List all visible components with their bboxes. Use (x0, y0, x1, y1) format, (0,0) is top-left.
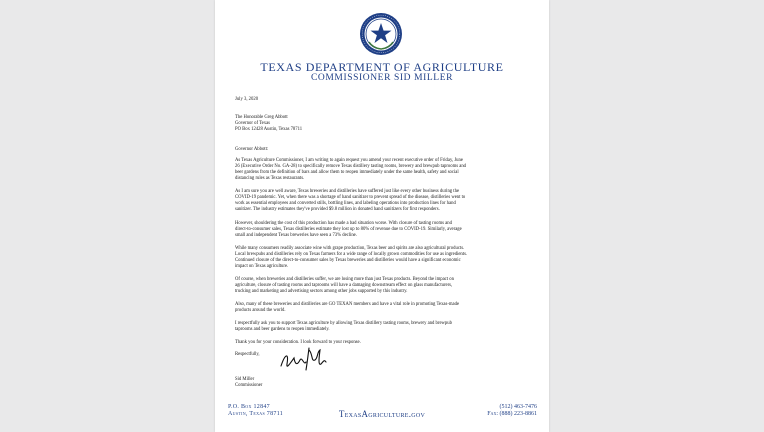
text-line: distancing rules as Texas restaurants. (235, 176, 305, 182)
text-line: small and independent Texas breweries have seen a 73% decline. (235, 233, 357, 239)
text-line: sanitizer. The industry estimates they've provided $9.8 million in donated hand sanitizers for first responders. (235, 207, 440, 213)
recipient-address (235, 115, 531, 133)
text-line: While many consumers readily associate wine with grape production, Texas beer and spirits are also agricultural products. (235, 246, 465, 251)
handwritten-signature (277, 344, 329, 374)
paragraph-2 (235, 189, 531, 213)
footer-phone: (512) 463-7476 (499, 404, 537, 410)
text-line: products around the world. (235, 308, 286, 314)
text-line: Continued closure of the direct-to-consumer sales by Texas breweries and distilleries would have a significant economic (235, 258, 461, 264)
text-line: agriculture, closure of tasting rooms and taprooms will have a damaging downstream effect on glass manufacturers, (235, 283, 453, 289)
text-line: Thank you for your consideration. I look forward to your response. (235, 340, 361, 345)
text-line: taprooms and beer gardens to reopen immediately. (235, 327, 330, 333)
footer-address-line: Austin, Texas 78711 (228, 411, 284, 417)
text-line: COVID-19 pandemic. Yet, when there was a shortage of hand sanitizer to prevent spread of the disease, distilleries went to (235, 195, 466, 201)
text-line: work as essential employees and converted stills, bottling lines, and labeling operations into production lines for hand (235, 201, 456, 207)
commissioner-heading: COMMISSIONER SID MILLER (310, 73, 454, 83)
text-line: 26 (Executive Order No. GA-28) to specifically remove Texas distillery tasting rooms, brewery and brewpub taprooms and (235, 164, 467, 170)
letter-date: July 3, 2020 (235, 97, 259, 102)
footer-address-line: P.O. Box 12847 (228, 404, 270, 410)
closing: Respectfully, (235, 352, 260, 357)
text-line: Local brewpubs and distilleries rely on Texas farmers for a wide range of locally grown commodities for use as ingredients. (235, 252, 468, 258)
footer-website-link[interactable]: TexasAgriculture.gov (338, 409, 426, 419)
footer-contact (477, 404, 537, 418)
signer-name: Sid Miller (235, 377, 255, 382)
recipient-line: Governor of Texas (235, 121, 270, 127)
text-line: Of course, when breweries and distilleries suffer, we are losing more than just Texas products. Beyond the impact on (235, 277, 454, 282)
text-line: I respectfully ask you to support Texas agriculture by allowing Texas distillery tasting rooms, brewery and brewpub (235, 321, 452, 326)
paragraph-6 (235, 302, 531, 314)
paragraph-1 (235, 158, 531, 182)
text-line: As I am sure you are well aware, Texas breweries and distilleries have suffered just like every other business during the (235, 189, 460, 194)
text-line: beer gardens from the definition of bars and allow them to reopen immediately under the same health, safety and social (235, 170, 459, 176)
paragraph-3 (235, 221, 531, 239)
signer-block (235, 377, 531, 389)
signer-title: Commissioner (235, 383, 263, 389)
paragraph-5 (235, 277, 531, 295)
agency-name: TEXAS DEPARTMENT OF AGRICULTURE (260, 60, 504, 74)
letter-page (215, 0, 549, 432)
text-line: Also, many of these breweries and distilleries are GO TEXAN members and have a vital role in promoting Texas-made (235, 302, 460, 307)
texas-state-seal-icon (359, 12, 403, 56)
text-line: direct-to-consumer sales, Texas distilleries estimate they lost up to 80% of revenue due to COVID-19. Similarly, average (235, 227, 462, 233)
footer-fax: Fax: (888) 223-8861 (487, 411, 537, 417)
text-line: impact on Texas agriculture. (235, 264, 289, 270)
text-line: As Texas Agriculture Commissioner, I am writing to again request you amend your recent executive order of Friday, June (235, 158, 463, 163)
text-line: trucking and marketing and advertising sectors among other jobs supported by this industry. (235, 289, 408, 295)
paragraph-4 (235, 246, 531, 270)
recipient-line: PO Box 12428 Austin, Texas 78711 (235, 127, 303, 133)
salutation: Governor Abbott: (235, 147, 269, 152)
text-line: However, shouldering the cost of this production has made a bad situation worse. With closure of tasting rooms and (235, 221, 452, 226)
paragraph-7 (235, 321, 531, 333)
recipient-line: The Honorable Greg Abbott (235, 115, 288, 120)
